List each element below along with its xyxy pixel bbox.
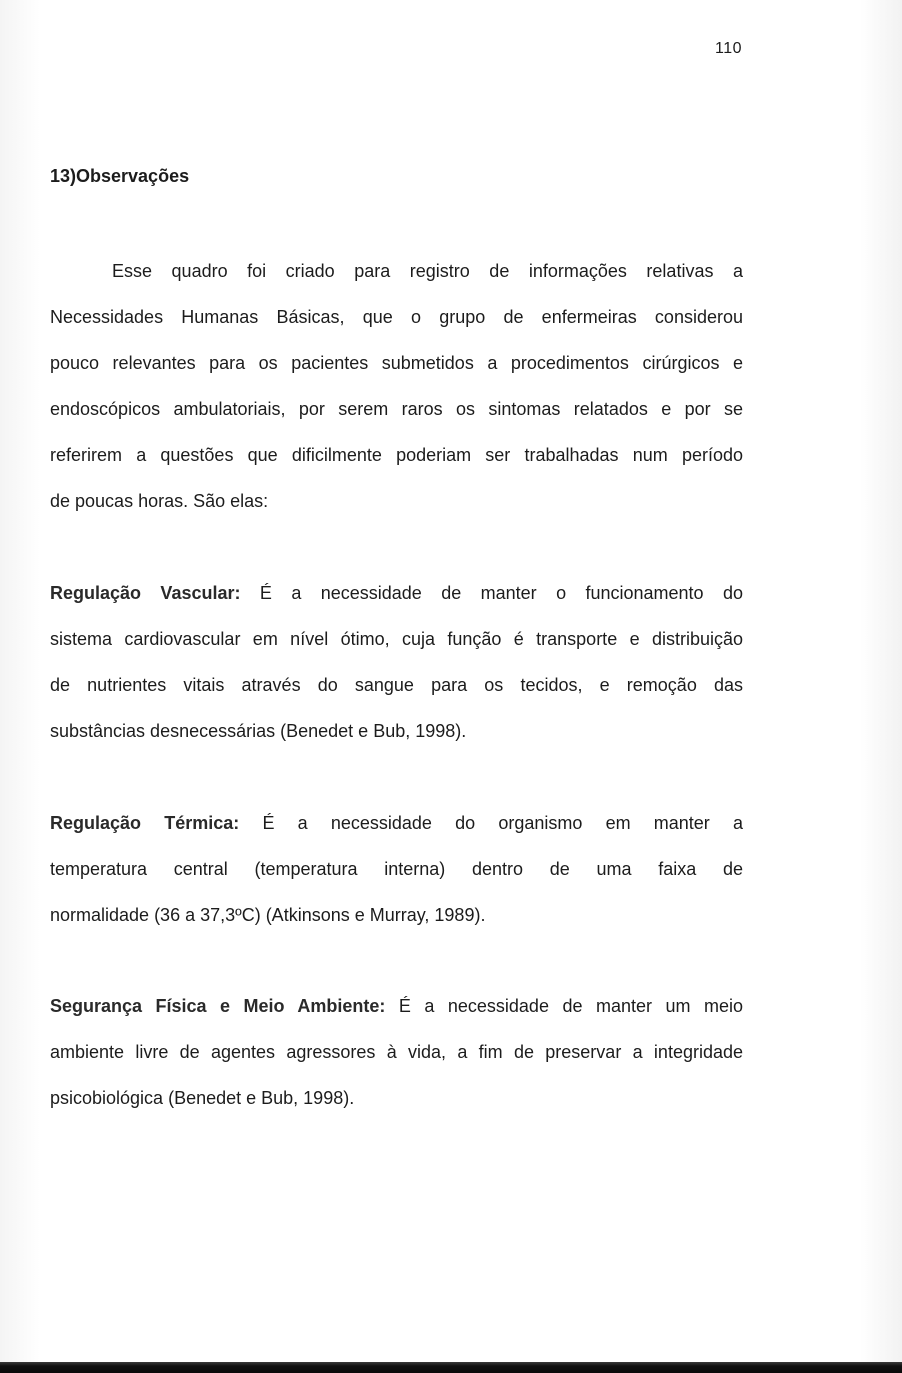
paragraph-line: de nutrientes vitais através do sangue para os tecidos, e remoção das [50,675,743,695]
page-number: 110 [714,40,742,57]
paragraph-line: pouco relevantes para os pacientes submetidos a procedimentos cirúrgicos e [50,353,743,373]
definition-text: É a necessidade do organismo em manter a [239,813,744,833]
paragraph-line: ambiente livre de agentes agressores à vida, a fim de preservar a integridade [50,1042,743,1062]
paragraph-line: psicobiológica (Benedet e Bub, 1998). [50,1088,355,1108]
definition-first-line [50,570,743,616]
paragraph-line: sistema cardiovascular em nível ótimo, cuja função é transporte e distribuição [50,629,743,649]
definition-physical-safety [50,983,743,1121]
paragraph-line: Necessidades Humanas Básicas, que o grupo de enfermeiras considerou [50,307,743,327]
paragraph-line: substâncias desnecessárias (Benedet e Bub, 1998). [50,721,467,741]
definition-text: É a necessidade de manter o funcionamento do [240,583,743,603]
paragraph-line: Esse quadro foi criado para registro de informações relativas a [112,261,743,281]
definition-term: Segurança Física e Meio Ambiente: [50,996,386,1016]
definition-term: Regulação Vascular: [50,583,241,603]
paragraph-line: temperatura central (temperatura interna) dentro de uma faixa de [50,859,743,879]
intro-paragraph [50,248,743,524]
paragraph-line: referirem a questões que dificilmente poderiam ser trabalhadas num período [50,445,743,465]
paragraph-line: de poucas horas. São elas: [50,491,269,511]
definition-term: Regulação Térmica: [50,813,240,833]
scan-edge-shadow [0,1362,902,1373]
section-heading: 13)Observações [50,166,190,186]
definition-first-line [50,983,743,1029]
paragraph-line: normalidade (36 a 37,3ºC) (Atkinsons e Murray, 1989). [50,905,486,925]
definition-text: É a necessidade de manter um meio [385,996,743,1016]
definition-first-line [50,800,743,846]
definition-vascular-regulation [50,570,743,754]
definition-thermal-regulation [50,800,743,938]
paragraph-line: endoscópicos ambulatoriais, por serem raros os sintomas relatados e por se [50,399,743,419]
